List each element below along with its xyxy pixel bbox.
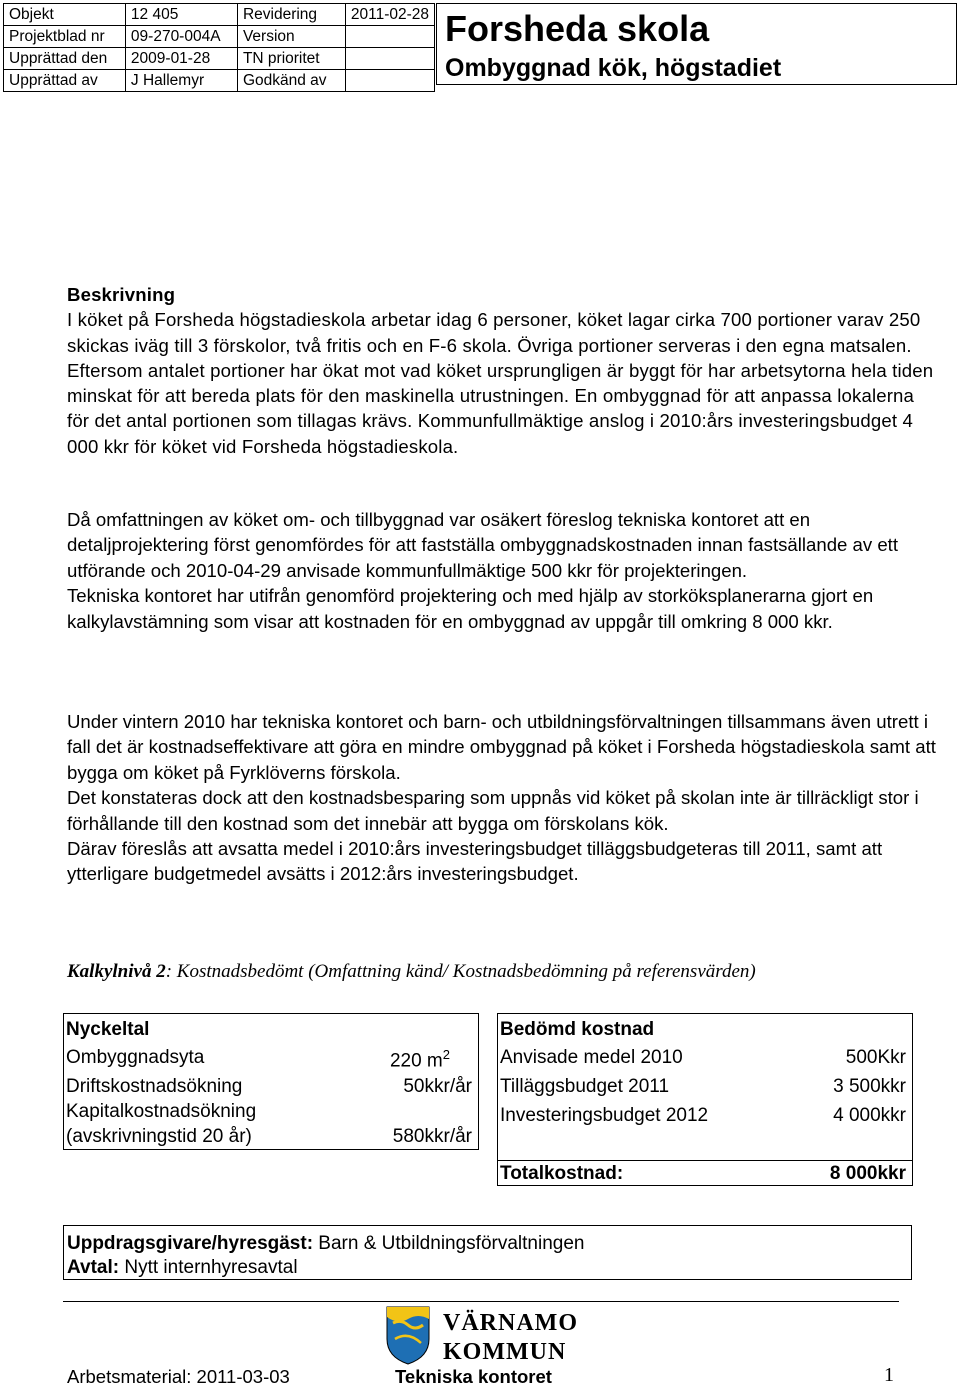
bedomd-value: 500Kkr	[845, 1047, 906, 1068]
uppdragsgivare-value: Barn & Utbildningsförvaltningen	[313, 1233, 585, 1254]
header-cell: Upprättad den	[4, 48, 126, 70]
nyckeltal-heading-row	[66, 1019, 472, 1041]
description-paragraph	[67, 307, 937, 459]
avtal-value: Nytt internhyresavtal	[119, 1257, 298, 1278]
nyckeltal-box	[63, 1013, 479, 1150]
bedomd-divider	[498, 1160, 912, 1161]
footer-divider	[63, 1301, 899, 1302]
document-subtitle: Ombyggnad kök, högstadiet	[445, 54, 782, 82]
body-paragraph: Tekniska kontoret har utifrån genomförd projektering och med hjälp av storköksplanerarna gjort en kalkylavstämning som visar att kostnaden för en ombyggnad av uppgår till omkring 8 000 kkr.	[67, 585, 874, 632]
nyckeltal-value-text: 220 m	[389, 1050, 443, 1072]
bedomd-row	[500, 1047, 906, 1069]
bedomd-value: 3 500kkr	[833, 1076, 906, 1097]
bedomd-label: Tilläggsbudget 2011	[500, 1076, 670, 1097]
description-section	[67, 282, 937, 459]
logo-text-line2: KOMMUN	[443, 1339, 567, 1365]
nyckeltal-heading: Nyckeltal	[66, 1019, 150, 1040]
header-cell: 12 405	[125, 4, 237, 26]
bedomd-total-value: 8 000kkr	[829, 1163, 906, 1184]
body-paragraph: Det konstateras dock att den kostnadsbesparing som uppnås vid köket på skolan inte är tillräckligt stor i förhållande till den kostnad som det innebär att bygga om förskolans kök.	[67, 787, 919, 834]
header-cell: J Hallemyr	[125, 70, 237, 92]
header-row	[4, 70, 435, 92]
header-row	[4, 26, 435, 48]
body-paragraph: Då omfattningen av köket om- och tillbyggnad var osäkert föreslog tekniska kontoret att en detaljprojektering först genomfördes för att fastställa ombyggnadskostnaden innan fastsällande av ett utförande och 2010-04-29 anvisade kommunfullmäktige 500 kkr för projekteringen.	[67, 509, 899, 581]
header-cell: 2009-01-28	[125, 48, 237, 70]
body-section-1	[67, 507, 937, 634]
varnamo-kommun-logo	[385, 1303, 580, 1365]
header-cell: Revidering	[237, 4, 345, 26]
nyckeltal-row	[66, 1047, 472, 1072]
header-cell: 2011-02-28	[345, 4, 434, 26]
nyckeltal-label: Kapitalkostnadsökning	[66, 1101, 257, 1122]
nyckeltal-label: Ombyggnadsyta	[66, 1047, 205, 1068]
body-paragraph: Under vintern 2010 har tekniska kontoret och barn- och utbildningsförvaltningen tillsammans även utrett i fall det är kostnadseffektivare att göra en mindre ombyggnad på köket i Forsheda högstadieskola samt att bygga om köket på Fyrklöverns förskola.	[67, 711, 936, 783]
bedomd-total-label: Totalkostnad:	[500, 1163, 624, 1184]
header-cell: Objekt	[4, 4, 126, 26]
bedomd-value: 4 000kkr	[833, 1105, 906, 1126]
bedomd-total-row	[500, 1163, 906, 1185]
nyckeltal-row	[66, 1076, 472, 1098]
description-text: I köket på Forsheda högstadieskola arbetar idag 6 personer, köket lagar cirka 700 portioner varav 250 skickas iväg till 3 förskolor, två fritis och en F-6 skola. Övriga portioner serveras i den egna matsalen.	[67, 309, 921, 356]
header-cell: TN prioritet	[237, 48, 345, 70]
document-title: Forsheda skola	[445, 8, 710, 49]
bedomd-kostnad-box	[497, 1013, 913, 1186]
nyckeltal-label: Driftskostnadsökning	[66, 1076, 243, 1097]
nyckeltal-row	[66, 1101, 472, 1123]
nyckeltal-value-sup: 2	[442, 1047, 450, 1062]
kalkyl-label: Kalkylnivå 2	[67, 961, 166, 982]
header-cell	[345, 70, 434, 92]
bedomd-label: Investeringsbudget 2012	[500, 1105, 709, 1126]
header-row	[4, 4, 435, 26]
bedomd-heading: Bedömd kostnad	[500, 1019, 655, 1040]
description-heading: Beskrivning	[67, 284, 176, 305]
avtal-line	[67, 1257, 298, 1279]
header-cell: Version	[237, 26, 345, 48]
header-cell: Projektblad nr	[4, 26, 126, 48]
description-text: Eftersom antalet portioner har ökat mot vad köket ursprungligen är byggt för har arbetsytorna hela tiden minskat för att bereda plats för den maskinella utrustningen. En ombyggnad för att anpassa lokalerna för det antal portionen som tillagas krävs. Kommunfullmäktige anslog i 2010:års investeringsbudget 4 000 kkr för köket vid Forsheda högstadieskola.	[67, 359, 934, 457]
bedomd-label: Anvisade medel 2010	[500, 1047, 683, 1068]
body-section-2	[67, 709, 937, 887]
header-cell	[345, 48, 434, 70]
uppdragsgivare-box	[63, 1225, 912, 1280]
page-number: 1	[884, 1364, 894, 1386]
logo-text-line1: VÄRNAMO	[443, 1310, 578, 1336]
uppdragsgivare-label: Uppdragsgivare/hyresgäst:	[67, 1233, 314, 1254]
header-title-box	[436, 3, 957, 85]
header-cell	[345, 26, 434, 48]
header-cell: Godkänd av	[237, 70, 345, 92]
kalkyl-level	[67, 961, 756, 983]
footer-date: Arbetsmaterial: 2011-03-03	[67, 1366, 290, 1387]
header-cell: 09-270-004A	[125, 26, 237, 48]
header-cell: Upprättad av	[4, 70, 126, 92]
bedomd-row	[500, 1076, 906, 1098]
nyckeltal-value	[390, 1047, 450, 1072]
bedomd-heading-row	[500, 1019, 906, 1041]
nyckeltal-value: 580kkr/år	[392, 1126, 472, 1147]
footer-department: Tekniska kontoret	[395, 1366, 552, 1387]
header-table	[3, 3, 435, 92]
body-paragraph: Därav föreslås att avsatta medel i 2010:års investeringsbudget tilläggsbudgeteras till 2011, samt att ytterligare budgetmedel avsätts i 2012:års investeringsbudget.	[67, 838, 883, 885]
uppdragsgivare-line	[67, 1233, 584, 1255]
nyckeltal-label: (avskrivningstid 20 år)	[66, 1126, 252, 1147]
header-row	[4, 48, 435, 70]
nyckeltal-value: 50kkr/år	[403, 1076, 472, 1097]
avtal-label: Avtal:	[67, 1257, 120, 1278]
nyckeltal-row	[66, 1126, 472, 1148]
coat-of-arms-icon	[387, 1307, 429, 1364]
bedomd-row	[500, 1105, 906, 1127]
kalkyl-text: : Kostnadsbedömt (Omfattning känd/ Kostnadsbedömning på referensvärden)	[165, 961, 756, 982]
